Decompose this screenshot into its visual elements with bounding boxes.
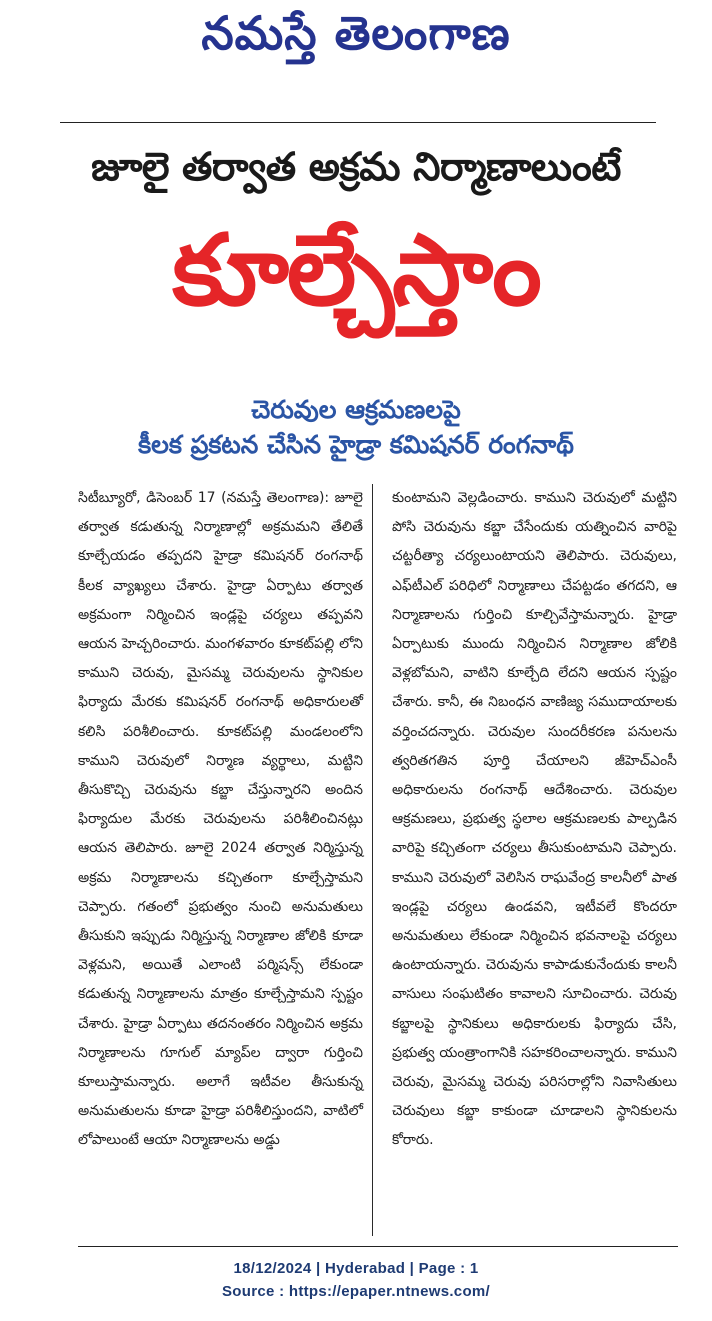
- article-column-1: [78, 484, 363, 1236]
- column-divider: [372, 484, 373, 1236]
- article-body-col1: సిటీబ్యూరో, డిసెంబర్ 17 (నమస్తే తెలంగాణ): జూలై తర్వాత కడుతున్న నిర్మాణాల్లో అక్రమమని తేలితే కూల్చేయడం తప్పదని హైడ్రా కమిషనర్ రంగనాథ్ కీలక వ్యాఖ్యలు చేశారు. హైడ్రా ఏర్పాటు తర్వాత అక్రమంగా నిర్మించిన ఇండ్లపై చర్యలు తప్పవని ఆయన హెచ్చరించారు. మంగళవారం కూకట్‌పల్లి లోని కాముని చెరువు, మైసమ్మ చెరువులను స్థానికుల ఫిర్యాదు మేరకు కమిషనర్ రంగనాథ్ అధికారులతో కలిసి పరిశీలించారు. కూకట్‌పల్లి మండలంలోని కాముని చెరువులో నిర్మాణ వ్యర్థాలు, మట్టిని తీసుకొచ్చి చెరువును కబ్జా చేస్తున్నారని అందిన ఫిర్యాదుల మేరకు చెరువులను పరిశీలించినట్లు ఆయన తెలిపారు. జూలై 2024 తర్వాత నిర్మిస్తున్న అక్రమ నిర్మాణాలను కచ్చితంగా కూల్చేస్తామని చెప్పారు. గతంలో ప్రభుత్వం నుంచి అనుమతులు తీసుకుని ఇప్పుడు నిర్మిస్తున్న నిర్మాణాల జోలికి కూడా వెళ్లమని, అయితే ఎలాంటి పర్మిషన్స్ లేకుండా కడుతున్న నిర్మాణాలను మాత్రం కూల్చేస్తామని స్పష్టం చేశారు. హైడ్రా ఏర్పాటు తదనంతరం నిర్మించిన అక్రమ నిర్మాణాలను గూగుల్ మ్యాప్‌ల ద్వారా గుర్తించి కూలుస్తామన్నారు. అలాగే ఇటీవల తీసుకున్న అనుమతులను కూడా హైడ్రా పరిశీలిస్తుందని, వాటిలో లోపాలుంటే ఆయా నిర్మాణాలను అడ్డు: [78, 490, 363, 1149]
- edition-info: 18/12/2024 | Hyderabad | Page : 1: [233, 1260, 479, 1277]
- masthead-logo: నమస్తే తెలంగాణ: [201, 6, 511, 60]
- kicker-headline: జూలై తర్వాత అక్రమ నిర్మాణాలుంటే: [91, 145, 621, 190]
- deck-line-2: కీలక ప్రకటన చేసిన హైడ్రా కమిషనర్ రంగనాథ్: [138, 430, 574, 459]
- article-body-col2: కుంటామని వెల్లడించారు. కాముని చెరువులో మట్టిని పోసి చెరువును కబ్జా చేసేందుకు యత్నించిన వారిపై చట్టరీత్యా చర్యలుంటాయని తెలిపారు. చెరువులు, ఎఫ్‌టీఎల్ పరిధిలో నిర్మాణాలు చేపట్టడం తగదని, ఆ నిర్మాణాలను గుర్తించి కూల్చివేస్తామన్నారు. హైడ్రా ఏర్పాటుకు ముందు నిర్మించిన నిర్మాణాల జోలికి వెళ్లబోమని, వాటిని కూల్చేది లేదని ఆయన స్పష్టం చేశారు. కానీ, ఈ నిబంధన వాణిజ్య సముదాయాలకు వర్తించదన్నారు. చెరువుల సుందరీకరణ పనులను త్వరితగతిన పూర్తి చేయాలని జీహెచ్‌ఎంసీ అధికారులను రంగనాథ్ ఆదేశించారు. చెరువుల ఆక్రమణలు, ప్రభుత్వ స్థలాల ఆక్రమణలకు పాల్పడిన వారిపై కచ్చితంగా చర్యలు తీసుకుంటామని చెప్పారు. కాముని చెరువులో వెలిసిన రాఘవేంద్ర కాలనీలో పాత ఇండ్లపై చర్యలు ఉండవని, ఇటీవలే కొందరూ అనుమతులు లేకుండా నిర్మించిన భవనాలపై చర్యలు ఉంటాయన్నారు. చెరువును కాపాడుకునేందుకు కాలనీ వాసులు సంఘటితం కావాలని సూచించారు. చెరువు కబ్జాలపై స్థానికులు అధికారులకు ఫిర్యాదు చేసి, ప్రభుత్వ యంత్రాంగానికి సహకరించాలన్నారు. కాముని చెరువు, మైసమ్మ చెరువు పరిసరాల్లోని నివాసితులు చెరువులు కబ్జా కాకుండా చూడాలని స్థానికులను కోరారు.: [392, 490, 677, 1149]
- deck-line-1: చెరువుల ఆక్రమణలపై: [251, 395, 461, 424]
- article-column-2: [392, 484, 677, 1236]
- bottom-divider: [78, 1246, 678, 1247]
- top-divider: [60, 122, 656, 123]
- source-link[interactable]: Source : https://epaper.ntnews.com/: [221, 1283, 491, 1300]
- main-headline: కూల్చేస్తాం: [172, 214, 540, 328]
